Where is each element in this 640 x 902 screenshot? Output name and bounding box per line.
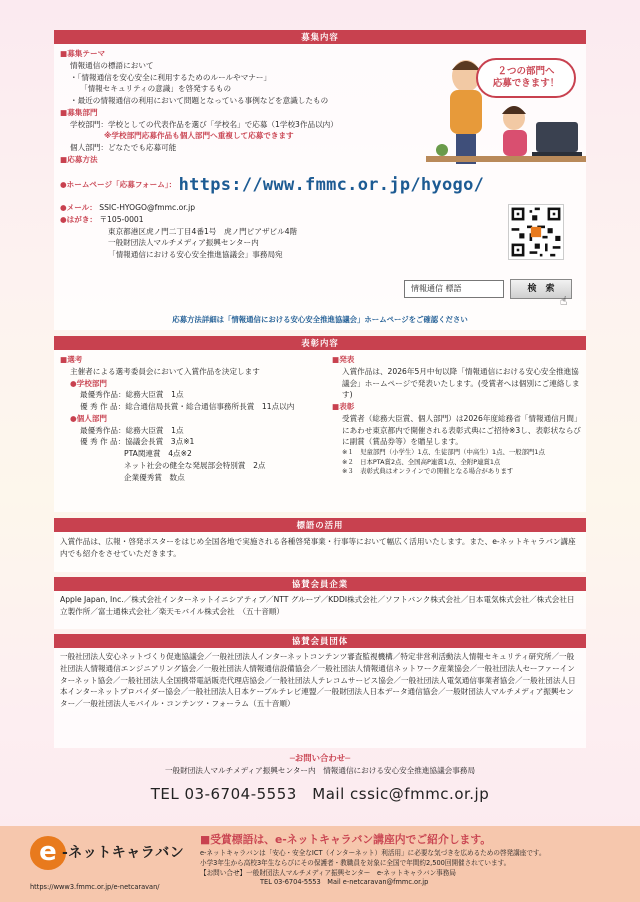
- contact-tel-mail: TEL 03-6704-5553 Mail cssic@fmmc.or.jp: [150, 784, 490, 803]
- logo-text: -ネットキャラバン: [62, 845, 185, 861]
- theme-heading: ■ 募集テーマ: [60, 48, 400, 60]
- more-info-text: 応募方法詳細は「情報通信における安心安全推進協議会」ホームページをご確認ください: [172, 315, 468, 324]
- corp-text: Apple Japan, Inc.／株式会社インターネットイニシアティブ／NTT グループ／KDDI株式会社／ソフトバンク株式会社／日本電気株式会社／株式会社日立製作所／富士通株式会社／楽天モバイル株式会社 （五十音順）: [60, 595, 575, 616]
- post-label: ●はがき：: [60, 214, 98, 224]
- hp-label: ●ホームページ「応募フォーム」：: [60, 179, 177, 189]
- mail-line: [60, 202, 400, 214]
- mail-link[interactable]: SSIC-HYOGO@fmmc.or.jp: [99, 203, 196, 212]
- logo-e-mark: e: [30, 836, 66, 870]
- corp-title: 協賛会員企業: [54, 577, 586, 591]
- select-heading: ■ 選考: [60, 354, 322, 366]
- dept-heading: ■ 募集部門: [60, 107, 400, 119]
- indiv-award-2: 優 秀 作 品：協議会長賞 3点※1: [80, 437, 195, 447]
- ceremony-text: 受賞者（総務大臣賞、個人部門）は2026年度総務省「情報通信月間」にあわせ東京都内で開催される表彰式典にご招待※3し、表彰状ならびに副賞（賞品券等）を贈呈します。: [342, 413, 582, 447]
- award-section: [54, 336, 586, 512]
- theme-item-2: 「情報セキュリティの意識」を啓発するもの: [80, 84, 232, 94]
- theme-item-1: ・「情報通信を安心安全に利用するためのルールやマナー」: [70, 72, 272, 82]
- mail-label: ●メール：: [60, 203, 97, 212]
- award-title: 表彰内容: [54, 336, 586, 350]
- use-text: 入賞作品は、広報・啓発ポスターをはじめ全国各地で実施される各種啓発事業・行事等において幅広く活用いたします。また、e-ネットキャラバン講座内でも紹介をさせていただきます。: [60, 537, 576, 558]
- footnote-3: ※３ 表彰式典はオンラインでの開催となる場合があります: [342, 467, 514, 476]
- indiv-dept-heading: ●個人部門: [70, 413, 108, 423]
- speech-bubble: [476, 58, 576, 98]
- recruit-body: [60, 48, 485, 261]
- org-text: 一般社団法人安心ネットづくり促進協議会／一般社団法人インターネットコンテンツ審査監視機構／特定非営利活動法人情報セキュリティ研究所／一般社団法人情報通信エンジニアリング協会／一般社団法人情報通信設備協会／一般社団法人情報通信ネットワーク産業協会／一般社団法人セーファーインターネット協会／一般社団法人全国携帯電話販売代理店協会／一般社団法人テレコムサービス協会／一般社団法人電気通信事業者協会／一般社団法人日本インターネットプロバイダー協会／一般社団法人日本ケーブルテレビ連盟／一般財団法人日本データ通信協会／一般財団法人マルチメディア振興センター／一般社団法人モバイル・コンテンツ・フォーラム（五十音順）: [60, 652, 576, 709]
- indiv-award-4: ネット社会の健全な発展部会特別賞 2点: [124, 460, 266, 470]
- method-heading: ■ 応募方法: [60, 154, 400, 166]
- recruit-section: [54, 30, 586, 330]
- announce-heading: ■ 発表: [332, 354, 584, 366]
- qr-code-icon: [508, 204, 564, 260]
- theme-intro: 情報通信の標語において: [70, 60, 154, 70]
- post-addr-3: 「情報通信における安心安全推進協議会」事務局宛: [108, 250, 283, 260]
- dept-school: 学校部門：学校としての代表作品を選び「学校名」で応募（1学校3作品以内）: [70, 119, 338, 129]
- org-title: 協賛会員団体: [54, 634, 586, 648]
- post-line: [60, 214, 400, 226]
- search-input[interactable]: 情報通信 標語: [404, 280, 504, 298]
- award-right-column: [332, 354, 584, 477]
- post-addr-1: 東京都港区虎ノ門二丁目4番1号 虎ノ門ピアザビル4階: [108, 226, 298, 236]
- footer: [0, 826, 640, 902]
- use-section: [54, 518, 586, 572]
- school-award-2: 優 秀 作 品：総合通信局長賞・総合通信事務所長賞 11点以内: [80, 402, 295, 412]
- footer-heading: ■受賞標語は、e-ネットキャラバン講座内でご紹介します。: [200, 833, 492, 846]
- footer-url-link[interactable]: https://www3.fmmc.or.jp/e-netcaravan/: [30, 883, 160, 891]
- theme-item-3: ・最近の情報通信の利用において問題となっている事例などを意識したもの: [70, 96, 329, 106]
- indiv-award-5: 企業優秀賞 数点: [124, 472, 185, 482]
- footnote-2: ※２ 日本PTA賞2点、全国高P連賞1点、全附P連賞1点: [342, 457, 501, 466]
- post-addr-2: 一般財団法人マルチメディア振興センター内: [108, 238, 259, 248]
- school-award-1: 最優秀作品：総務大臣賞 1点: [80, 390, 184, 400]
- footer-p3: 【お問い合せ】一般財団法人マルチメディア振興センター e-ネットキャラバン事務局: [200, 868, 456, 877]
- post-zip: 〒105-0001: [99, 214, 144, 224]
- dept-note: ※学校部門応募作品も個人部門へ重複して応募できます: [104, 131, 294, 141]
- hp-line: [60, 172, 485, 198]
- select-text: 主催者による選考委員会において入賞作品を決定します: [70, 366, 260, 376]
- pointer-hand-icon: ☝: [560, 294, 568, 308]
- footer-info: [200, 832, 630, 888]
- contact-org: 一般財団法人マルチメディア振興センター内 情報通信における安心安全推進協議会事務局: [164, 766, 476, 776]
- hp-url-link[interactable]: https://www.fmmc.or.jp/hyogo/: [178, 174, 485, 195]
- corp-section: [54, 577, 586, 629]
- indiv-award-1: 最優秀作品：総務大臣賞 1点: [80, 425, 184, 435]
- contact-heading: ─お問い合わせ─: [289, 753, 351, 763]
- award-left-column: [60, 354, 322, 483]
- e-net-caravan-logo: [30, 836, 190, 870]
- footer-p2: 小学3年生から高校3年生ならびにその保護者・教職員を対象に全国で年間約2,500回開催されています。: [200, 858, 511, 867]
- footer-p4: TEL 03-6704-5553 Mail e-netcaravan@fmmc.or.jp: [260, 878, 429, 887]
- footnote-1: ※１ 児童部門（小学生）1点、生徒部門（中高生）1点、一般部門1点: [342, 448, 545, 457]
- announce-text: 入賞作品は、2026年5月中旬以降「情報通信における安心安全推進協議会」ホームページで発表いたします。(受賞者へは個別にご連絡します): [342, 366, 580, 400]
- speech-text: ２つの部門へ 応募できます！: [492, 66, 560, 90]
- main-content: [54, 30, 586, 330]
- contact-section: [54, 752, 586, 806]
- dept-individual: 個人部門：どなたでも応募可能: [70, 143, 177, 153]
- search-button[interactable]: 検 索: [510, 279, 572, 299]
- indiv-award-3: PTA関連賞 4点※2: [124, 449, 192, 459]
- footer-p1: e-ネットキャラバンは「安心・安全なICT（インターネット）利活用」に必要な気づきを広めるための啓発講座です。: [200, 848, 546, 857]
- use-title: 標語の活用: [54, 518, 586, 532]
- org-section: [54, 634, 586, 748]
- school-dept-heading: ●学校部門: [70, 378, 108, 388]
- ceremony-heading: ■ 表彰: [332, 401, 584, 413]
- recruit-title: 募集内容: [54, 30, 586, 44]
